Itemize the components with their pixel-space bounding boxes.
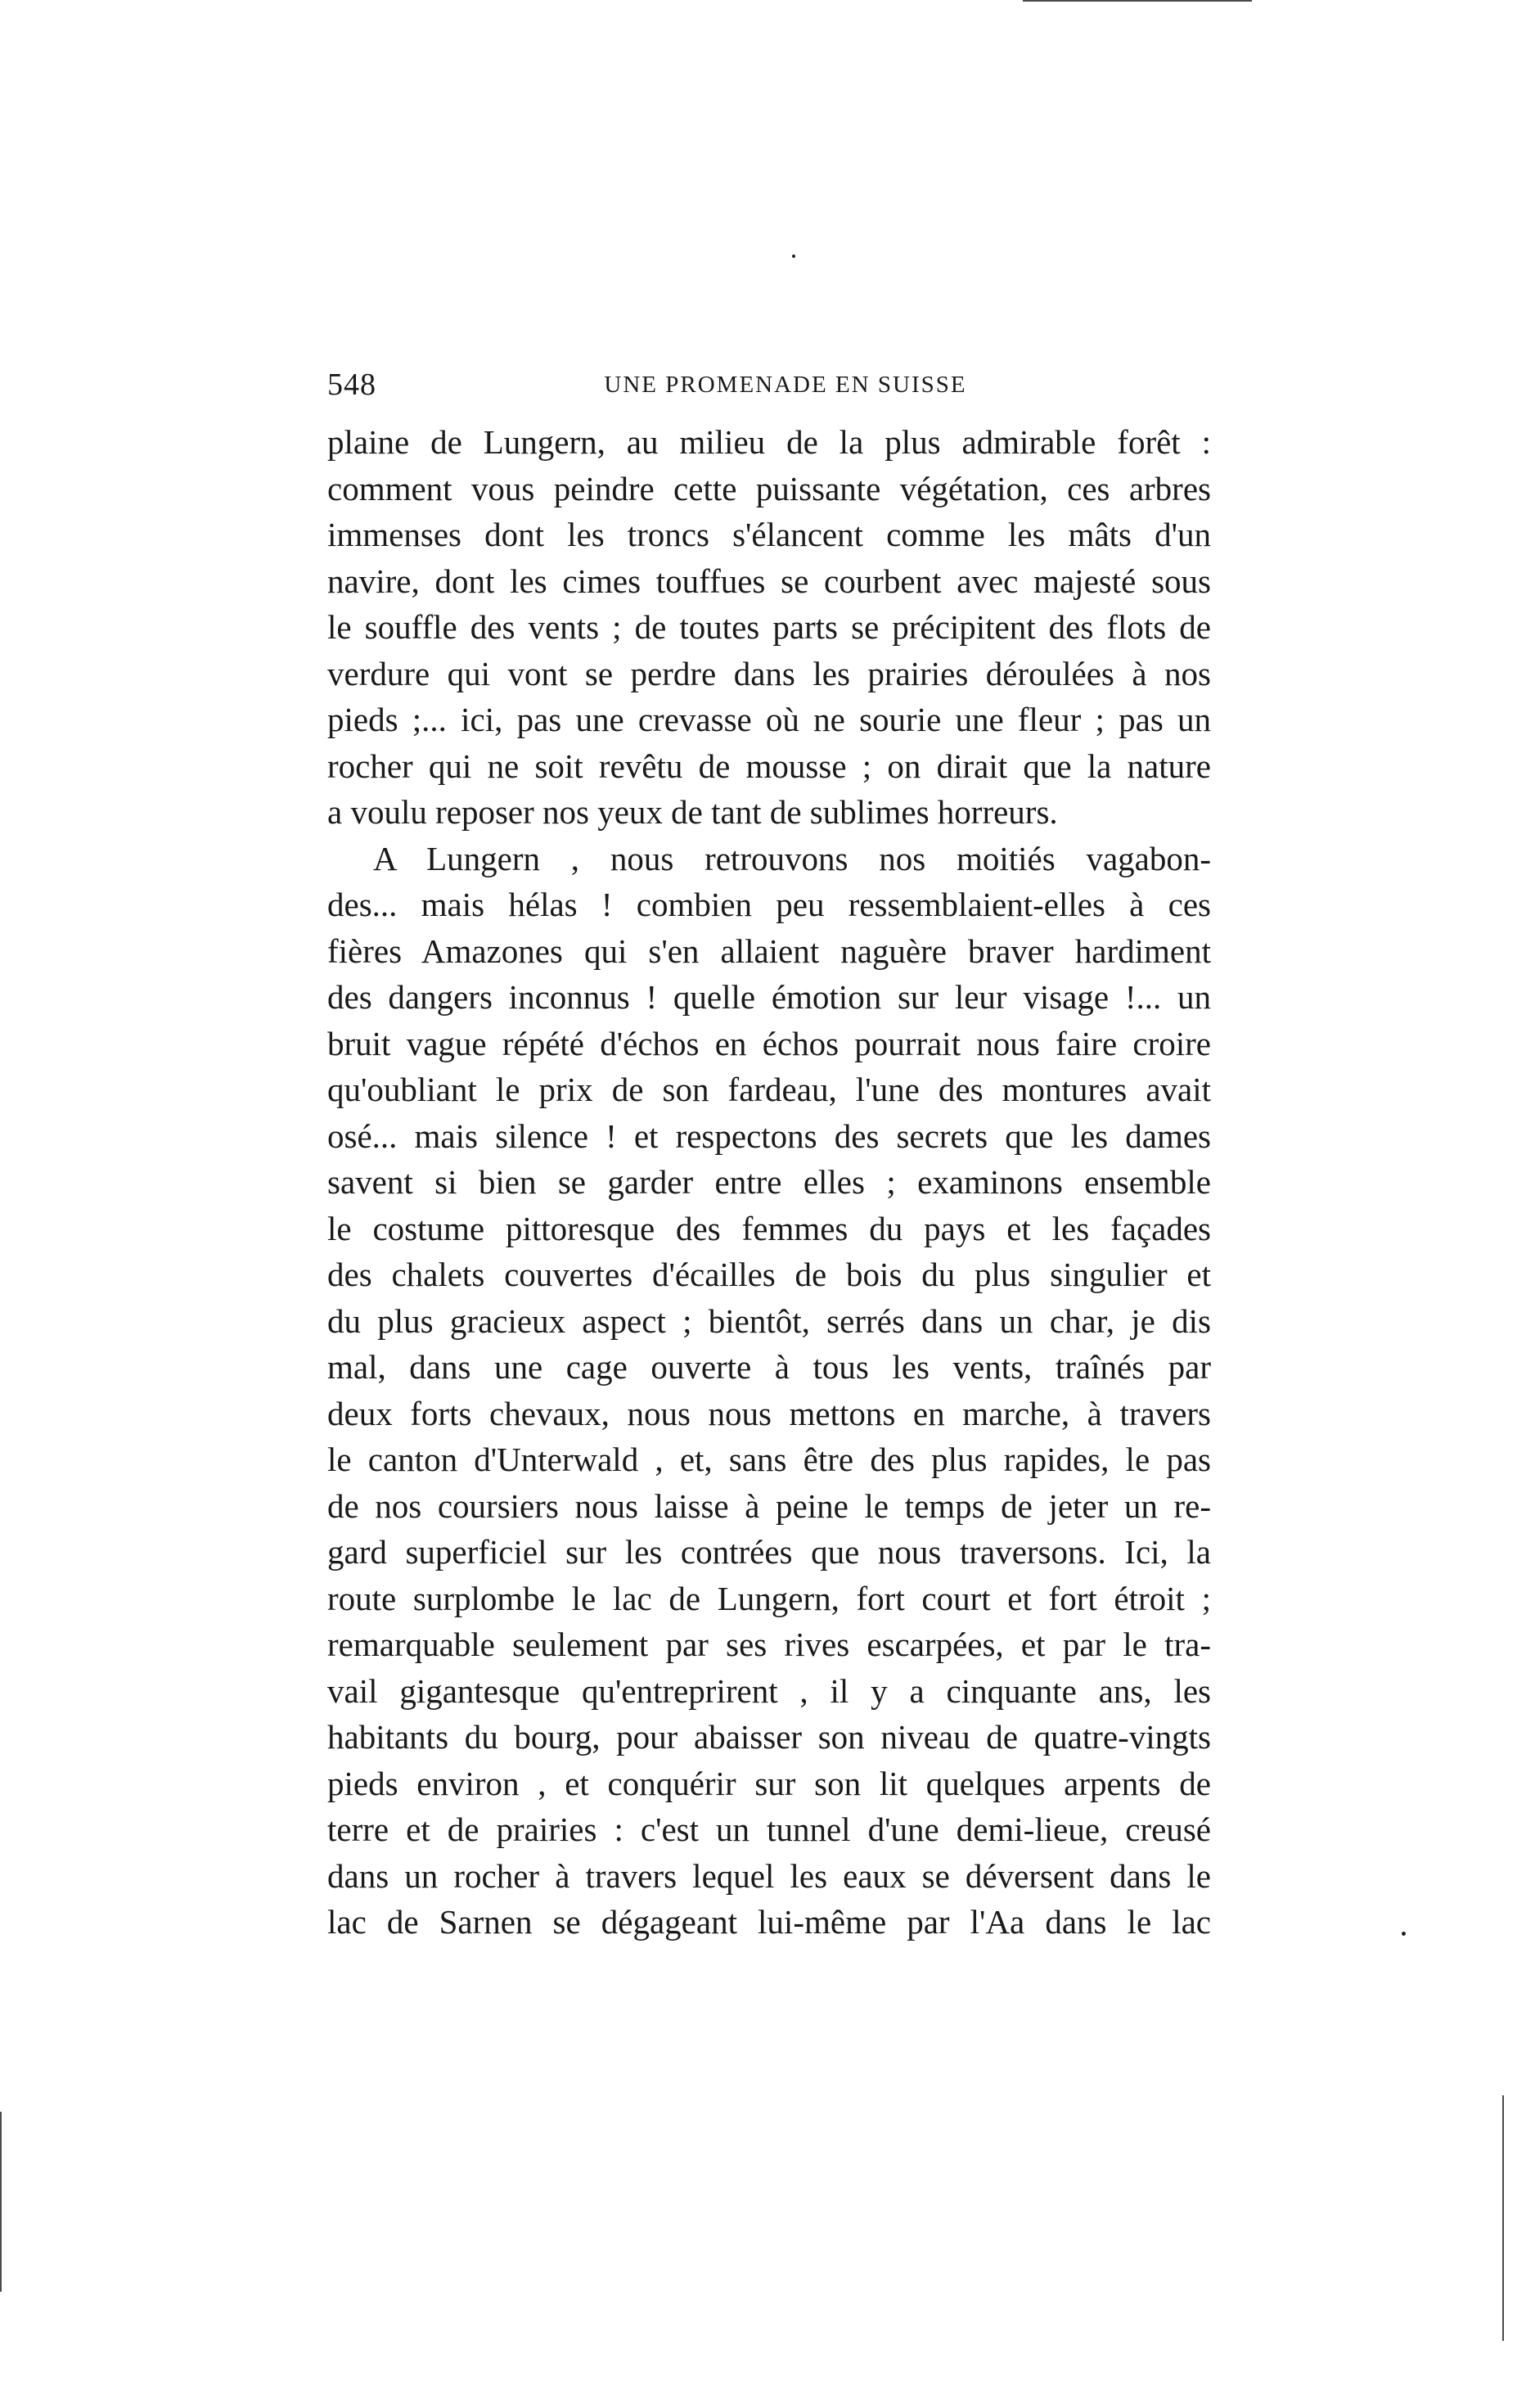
text-line: navire, dont les cimes touffues se courbent avec majesté sous [327,561,1211,600]
text-line: du plus gracieux aspect ; bientôt, serrés dans un char, je dis [327,1301,1211,1340]
text-line: verdure qui vont se perdre dans les prairies déroulées à nos [327,654,1211,692]
running-title: UNE PROMENADE EN SUISSE [604,372,967,398]
text-line: remarquable seulement par ses rives escarpées, et par le tra- [327,1626,1211,1663]
text-line: rocher qui ne soit revêtu de mousse ; on dirait que la nature [327,746,1211,785]
text-line: des chalets couvertes d'écailles de bois du plus singulier et [327,1256,1211,1293]
page-header [327,367,1211,416]
text-line: bruit vague répété d'échos en échos pourrait nous faire croire [327,1024,1211,1062]
page-number: 548 [327,368,376,402]
scan-edge-right [1502,2095,1504,2341]
scan-edge-left [0,2112,2,2292]
speck [792,255,795,258]
text-line: pieds environ , et conquérir sur son lit quelques arpents de [327,1764,1211,1802]
text-line: vail gigantesque qu'entreprirent , il y a cinquante ans, les [327,1671,1211,1710]
text-line: fières Amazones qui s'en allaient naguère braver hardiment [327,931,1211,970]
text-line: de nos coursiers nous laisse à peine le temps de jeter un re- [327,1486,1211,1525]
speck [1402,1932,1406,1936]
text-line: terre et de prairies : c'est un tunnel d'une demi-lieue, creusé [327,1811,1211,1848]
text-line: savent si bien se garder entre elles ; examinons ensemble [327,1163,1211,1201]
text-line: osé... mais silence ! et respectons des secrets que les dames [327,1116,1211,1155]
text-line: dans un rocher à travers lequel les eaux se déversent dans le [327,1856,1211,1895]
paragraph [327,836,1211,1946]
text-line: immenses dont les troncs s'élancent comme les mâts d'un [327,516,1211,553]
text-line: a voulu reposer nos yeux de tant de sublimes horreurs. [327,793,1058,831]
text-line: le souffle des vents ; de toutes parts se précipitent des flots de [327,608,1211,646]
scan-edge-top [1023,0,1252,2]
text-line: mal, dans une cage ouverte à tous les vents, traînés par [327,1348,1211,1386]
text-line: deux forts chevaux, nous nous mettons en marche, à travers [327,1394,1211,1432]
text-line: gard superficiel sur les contrées que nous traversons. Ici, la [327,1533,1211,1571]
text-line: pieds ;... ici, pas une crevasse où ne sourie une fleur ; pas un [327,701,1211,738]
text-line: le canton d'Unterwald , et, sans être des plus rapides, le pas [327,1441,1211,1478]
text-line: plaine de Lungern, au milieu de la plus admirable forêt : [327,423,1211,461]
text-line: route surplombe le lac de Lungern, fort court et fort étroit ; [327,1579,1211,1617]
text-line: comment vous peindre cette puissante végétation, ces arbres [327,469,1211,507]
text-line: le costume pittoresque des femmes du pays et les façades [327,1209,1211,1247]
text-line: habitants du bourg, pour abaisser son niveau de quatre-vingts [327,1718,1211,1756]
paragraph [327,419,1211,836]
text-line: des dangers inconnus ! quelle émotion sur leur visage !... un [327,978,1211,1016]
text-line: qu'oubliant le prix de son fardeau, l'une des montures avait [327,1071,1211,1108]
text-line: A Lungern , nous retrouvons nos moitiés vagabon- [373,839,1211,877]
body-text [327,419,1211,1946]
text-line: des... mais hélas ! combien peu ressemblaient-elles à ces [327,886,1211,923]
text-line: lac de Sarnen se dégageant lui-même par l'Aa dans le lac [327,1903,1211,1941]
